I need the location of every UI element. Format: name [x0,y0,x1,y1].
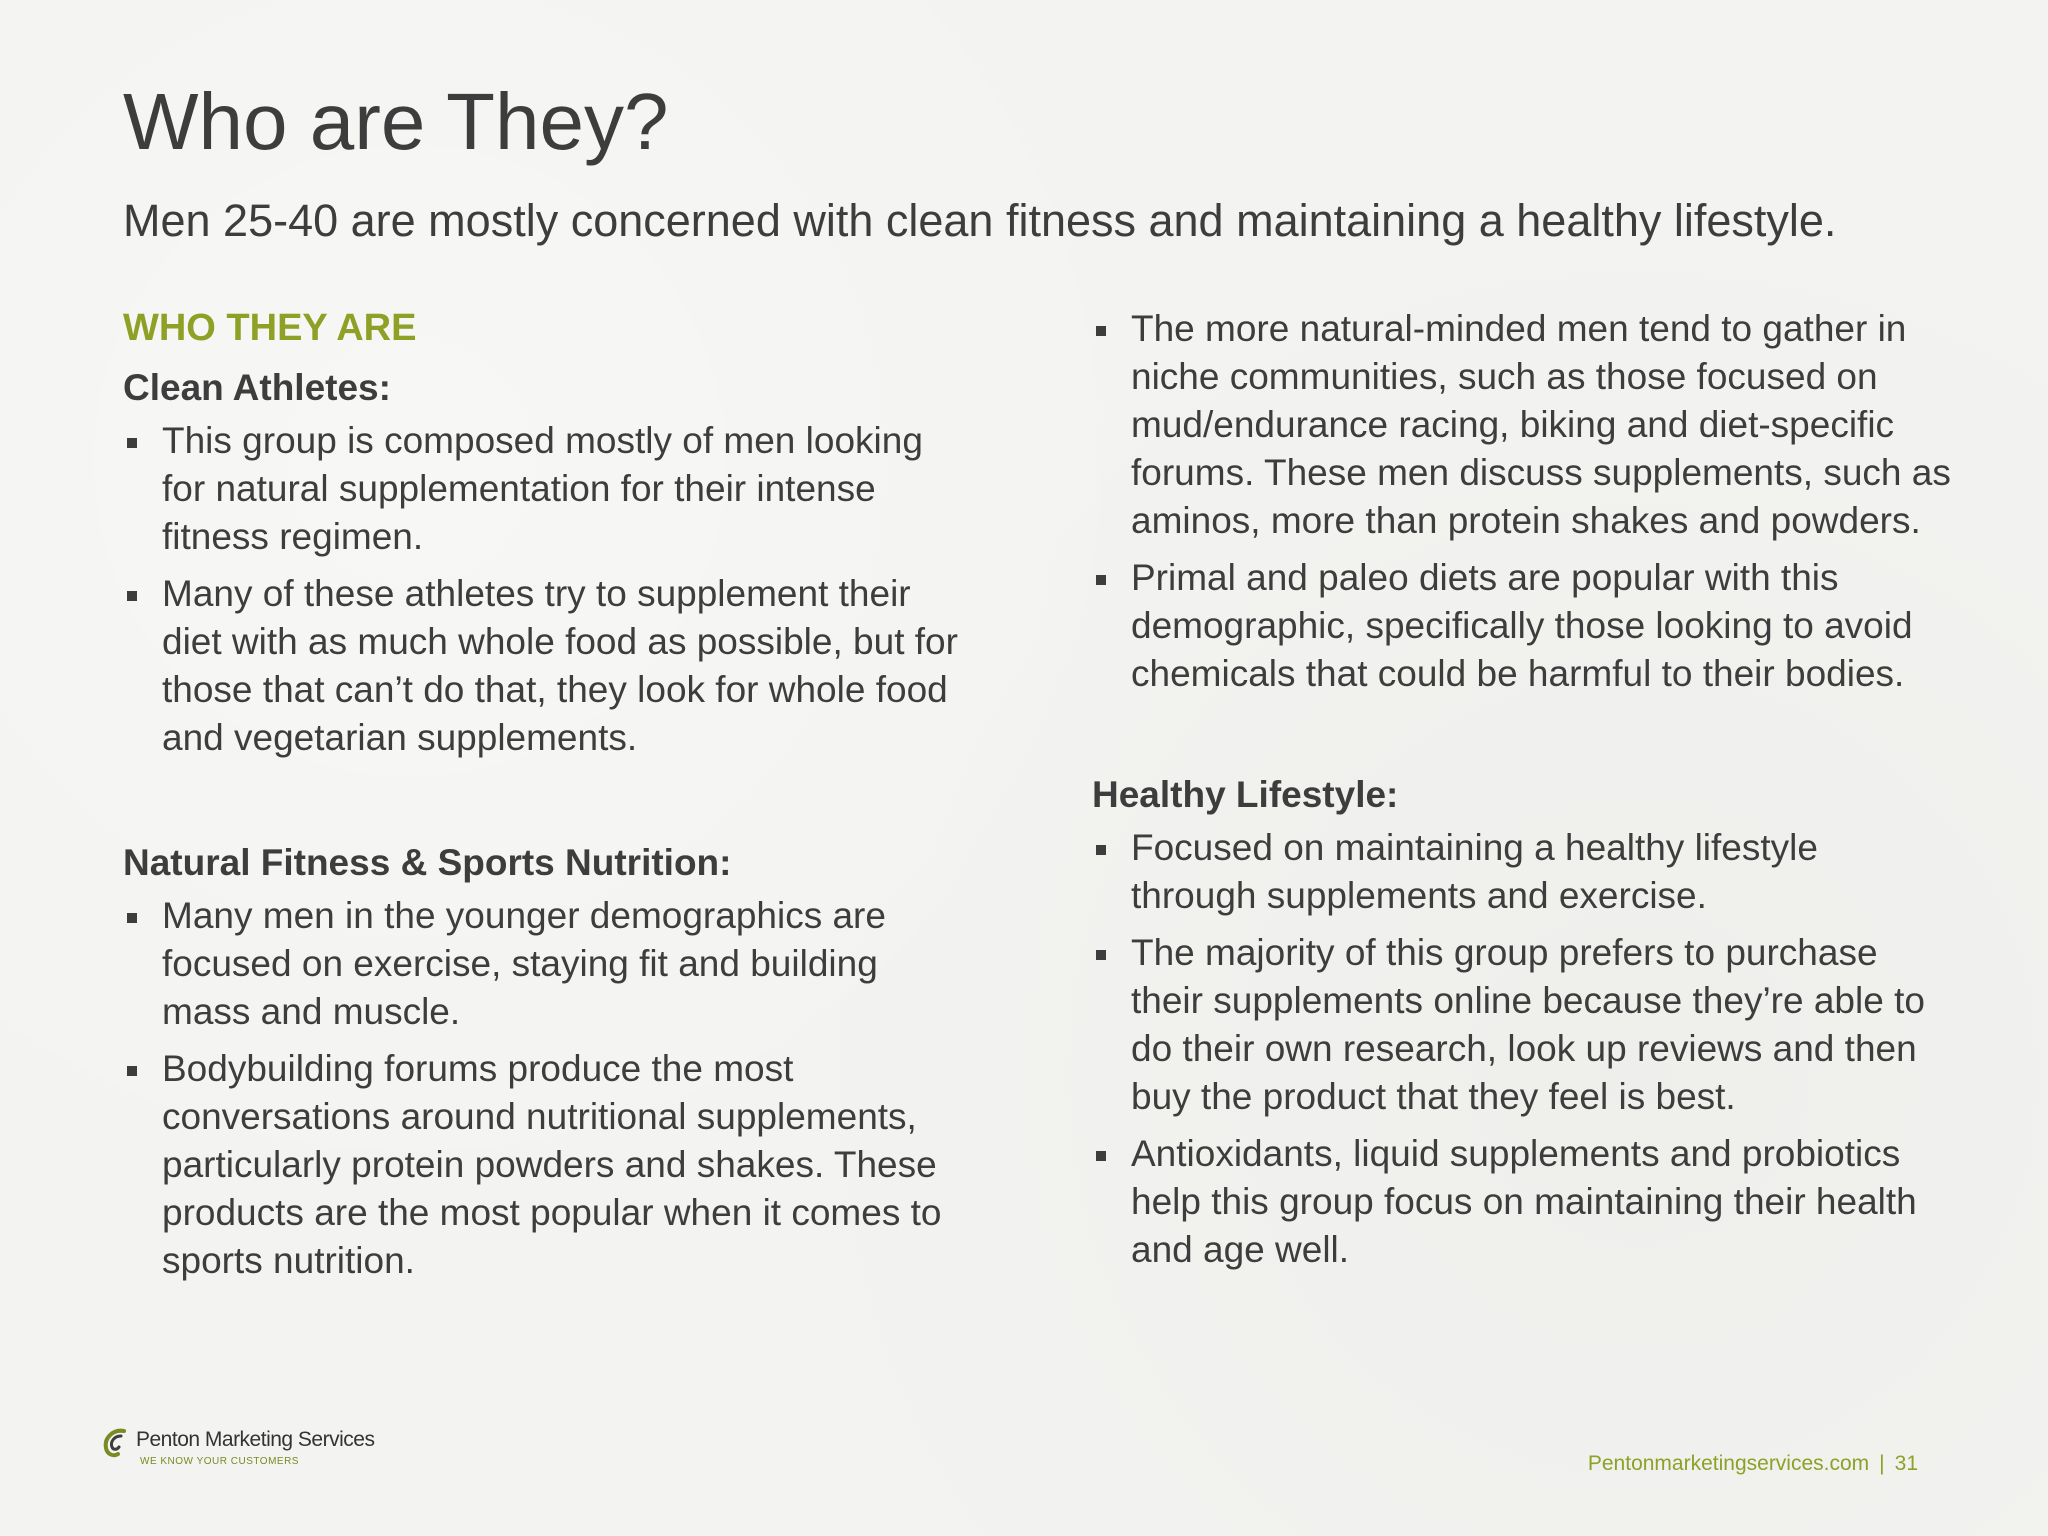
square-bullet-icon [127,591,137,601]
section-heading-who-they-are: WHO THEY ARE [123,307,417,349]
list-item [123,892,963,1036]
logo-name: Penton Marketing Services [136,1428,375,1451]
penton-logo [100,1426,375,1476]
list-item [1092,305,1952,545]
list-item-text: Primal and paleo diets are popular with this demographic, specifically those looking to avoid chemicals that could be harmful to their bodies. [1131,557,1913,694]
list-item-text: Focused on maintaining a healthy lifestyle through supplements and exercise. [1131,827,1818,916]
left-column [123,300,963,1294]
square-bullet-icon [1096,326,1106,336]
square-bullet-icon [127,438,137,448]
group-title-healthy-lifestyle: Healthy Lifestyle: [1092,774,1399,815]
list-item-text: This group is composed mostly of men looking for natural supplementation for their intense fitness regimen. [162,420,923,557]
list-item [1092,1130,1952,1274]
square-bullet-icon [1096,1151,1106,1161]
list-item [1092,824,1952,920]
page-number: 31 [1894,1452,1918,1475]
square-bullet-icon [127,1066,137,1076]
footer-website: Pentonmarketingservices.com [1587,1452,1870,1475]
slide-subtitle: Men 25-40 are mostly concerned with clean fitness and maintaining a healthy lifestyle. [123,195,1837,246]
square-bullet-icon [1096,845,1106,855]
list-item [123,570,963,762]
footer-meta [1588,1452,1918,1476]
list-item-text: Many men in the younger demographics are focused on exercise, staying fit and building mass and muscle. [162,895,886,1032]
list-item [123,417,963,561]
footer-separator: | [1879,1452,1885,1475]
list-item [123,1045,963,1285]
healthy-lifestyle-list [1092,824,1952,1274]
slide-title: Who are They? [123,77,669,166]
group-title-clean-athletes: Clean Athletes: [123,367,391,408]
list-item-text: Many of these athletes try to supplement their diet with as much whole food as possible, but for those that can’t do that, they look for whole food and vegetarian supplements. [162,573,958,758]
list-item-text: The more natural-minded men tend to gather in niche communities, such as those focused on mud/endurance racing, biking and diet-specific forums. These men discuss supplements, such as aminos, more than protein shakes and powders. [1131,308,1951,541]
list-item [1092,554,1952,698]
list-item-text: Antioxidants, liquid supplements and probiotics help this group focus on maintaining their health and age well. [1131,1133,1917,1270]
natural-fitness-list [123,892,963,1285]
clean-athletes-list [123,417,963,762]
list-item-text: Bodybuilding forums produce the most conversations around nutritional supplements, particularly protein powders and shakes. These products are the most popular when it comes to sports nutrition. [162,1048,942,1281]
natural-minded-list [1092,305,1952,698]
square-bullet-icon [1096,575,1106,585]
list-item [1092,929,1952,1121]
penton-swirl-logo-icon [100,1426,134,1460]
list-item-text: The majority of this group prefers to purchase their supplements online because they’re able to do their own research, look up reviews and then buy the product that they feel is best. [1131,932,1925,1117]
group-title-natural-fitness: Natural Fitness & Sports Nutrition: [123,842,732,883]
right-column [1092,305,1952,1283]
logo-tagline: WE KNOW YOUR CUSTOMERS [140,1456,299,1467]
square-bullet-icon [127,913,137,923]
square-bullet-icon [1096,950,1106,960]
